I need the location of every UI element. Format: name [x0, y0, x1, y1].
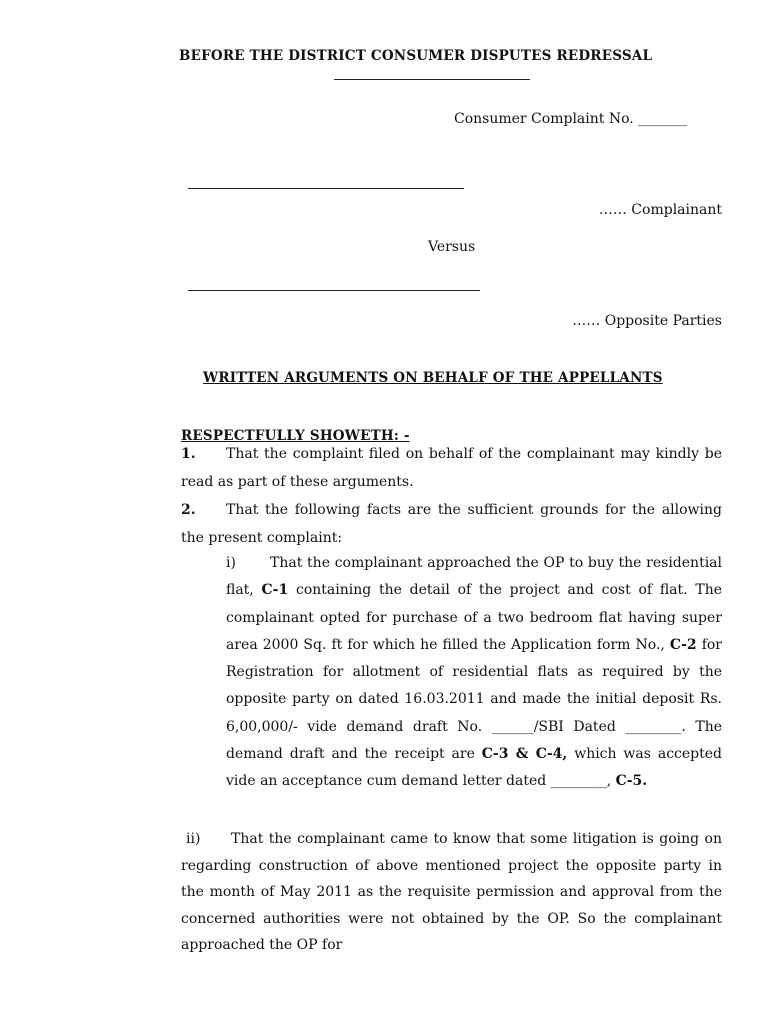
sub-point-text: containing the detail of the project and cost of flat. The complainant opted for purchase of a two bedroom flat having super area 2000 Sq. ft for which he filled the Application form No., [226, 582, 722, 653]
point-text: That the following facts are the sufficient grounds for the allowing the present complaint: [181, 502, 722, 546]
court-title: BEFORE THE DISTRICT CONSUMER DISPUTES REDRESSAL [179, 48, 653, 64]
sub-point-ii [181, 826, 722, 959]
sub-point-text: which was accepted vide an acceptance cum demand letter dated ________, [226, 746, 722, 790]
versus-label: Versus [428, 239, 476, 255]
opposite-parties-label: …… Opposite Parties [572, 313, 722, 329]
sub-point-text: That the complainant came to know that some litigation is going on regarding construction of above mentioned project the opposite party in the month of May 2011 as the requisite permission and approval from the concerned authorities were not obtained by the OP. So the complainant approached the OP for [181, 831, 722, 953]
exhibit-ref: C-5. [615, 773, 648, 790]
exhibit-ref: C-1 [261, 582, 289, 599]
sub-point-text: That the complainant approached the OP to buy the residential flat, [226, 555, 722, 599]
title-underline [334, 79, 530, 80]
exhibit-ref: C-3 & C-4, [481, 746, 568, 763]
point-number: 1. [181, 446, 196, 462]
sub-point-i [226, 550, 722, 796]
sub-point-number: i) [226, 555, 236, 571]
exhibit-ref: C-2 [669, 636, 697, 653]
complainant-name-line [188, 188, 464, 189]
complaint-number: Consumer Complaint No. _______ [454, 111, 688, 127]
point-number: 2. [181, 502, 196, 518]
respectfully-showeth: RESPECTFULLY SHOWETH: - [181, 428, 410, 444]
point-2 [181, 497, 722, 552]
sub-point-text: for Registration for allotment of residential flats as required by the opposite party on dated 16.03.2011 and made the initial deposit Rs. 6,00,000/- vide demand draft No. ______/SBI Dated ________. The demand draft and the receipt are [226, 636, 722, 763]
point-text: That the complaint filed on behalf of the complainant may kindly be read as part of these arguments. [181, 446, 722, 490]
opposite-party-name-line [188, 290, 480, 291]
sub-point-number: ii) [186, 831, 201, 847]
document-heading: WRITTEN ARGUMENTS ON BEHALF OF THE APPELLANTS [203, 370, 663, 386]
complainant-label: …… Complainant [598, 202, 722, 218]
point-1 [181, 441, 722, 496]
